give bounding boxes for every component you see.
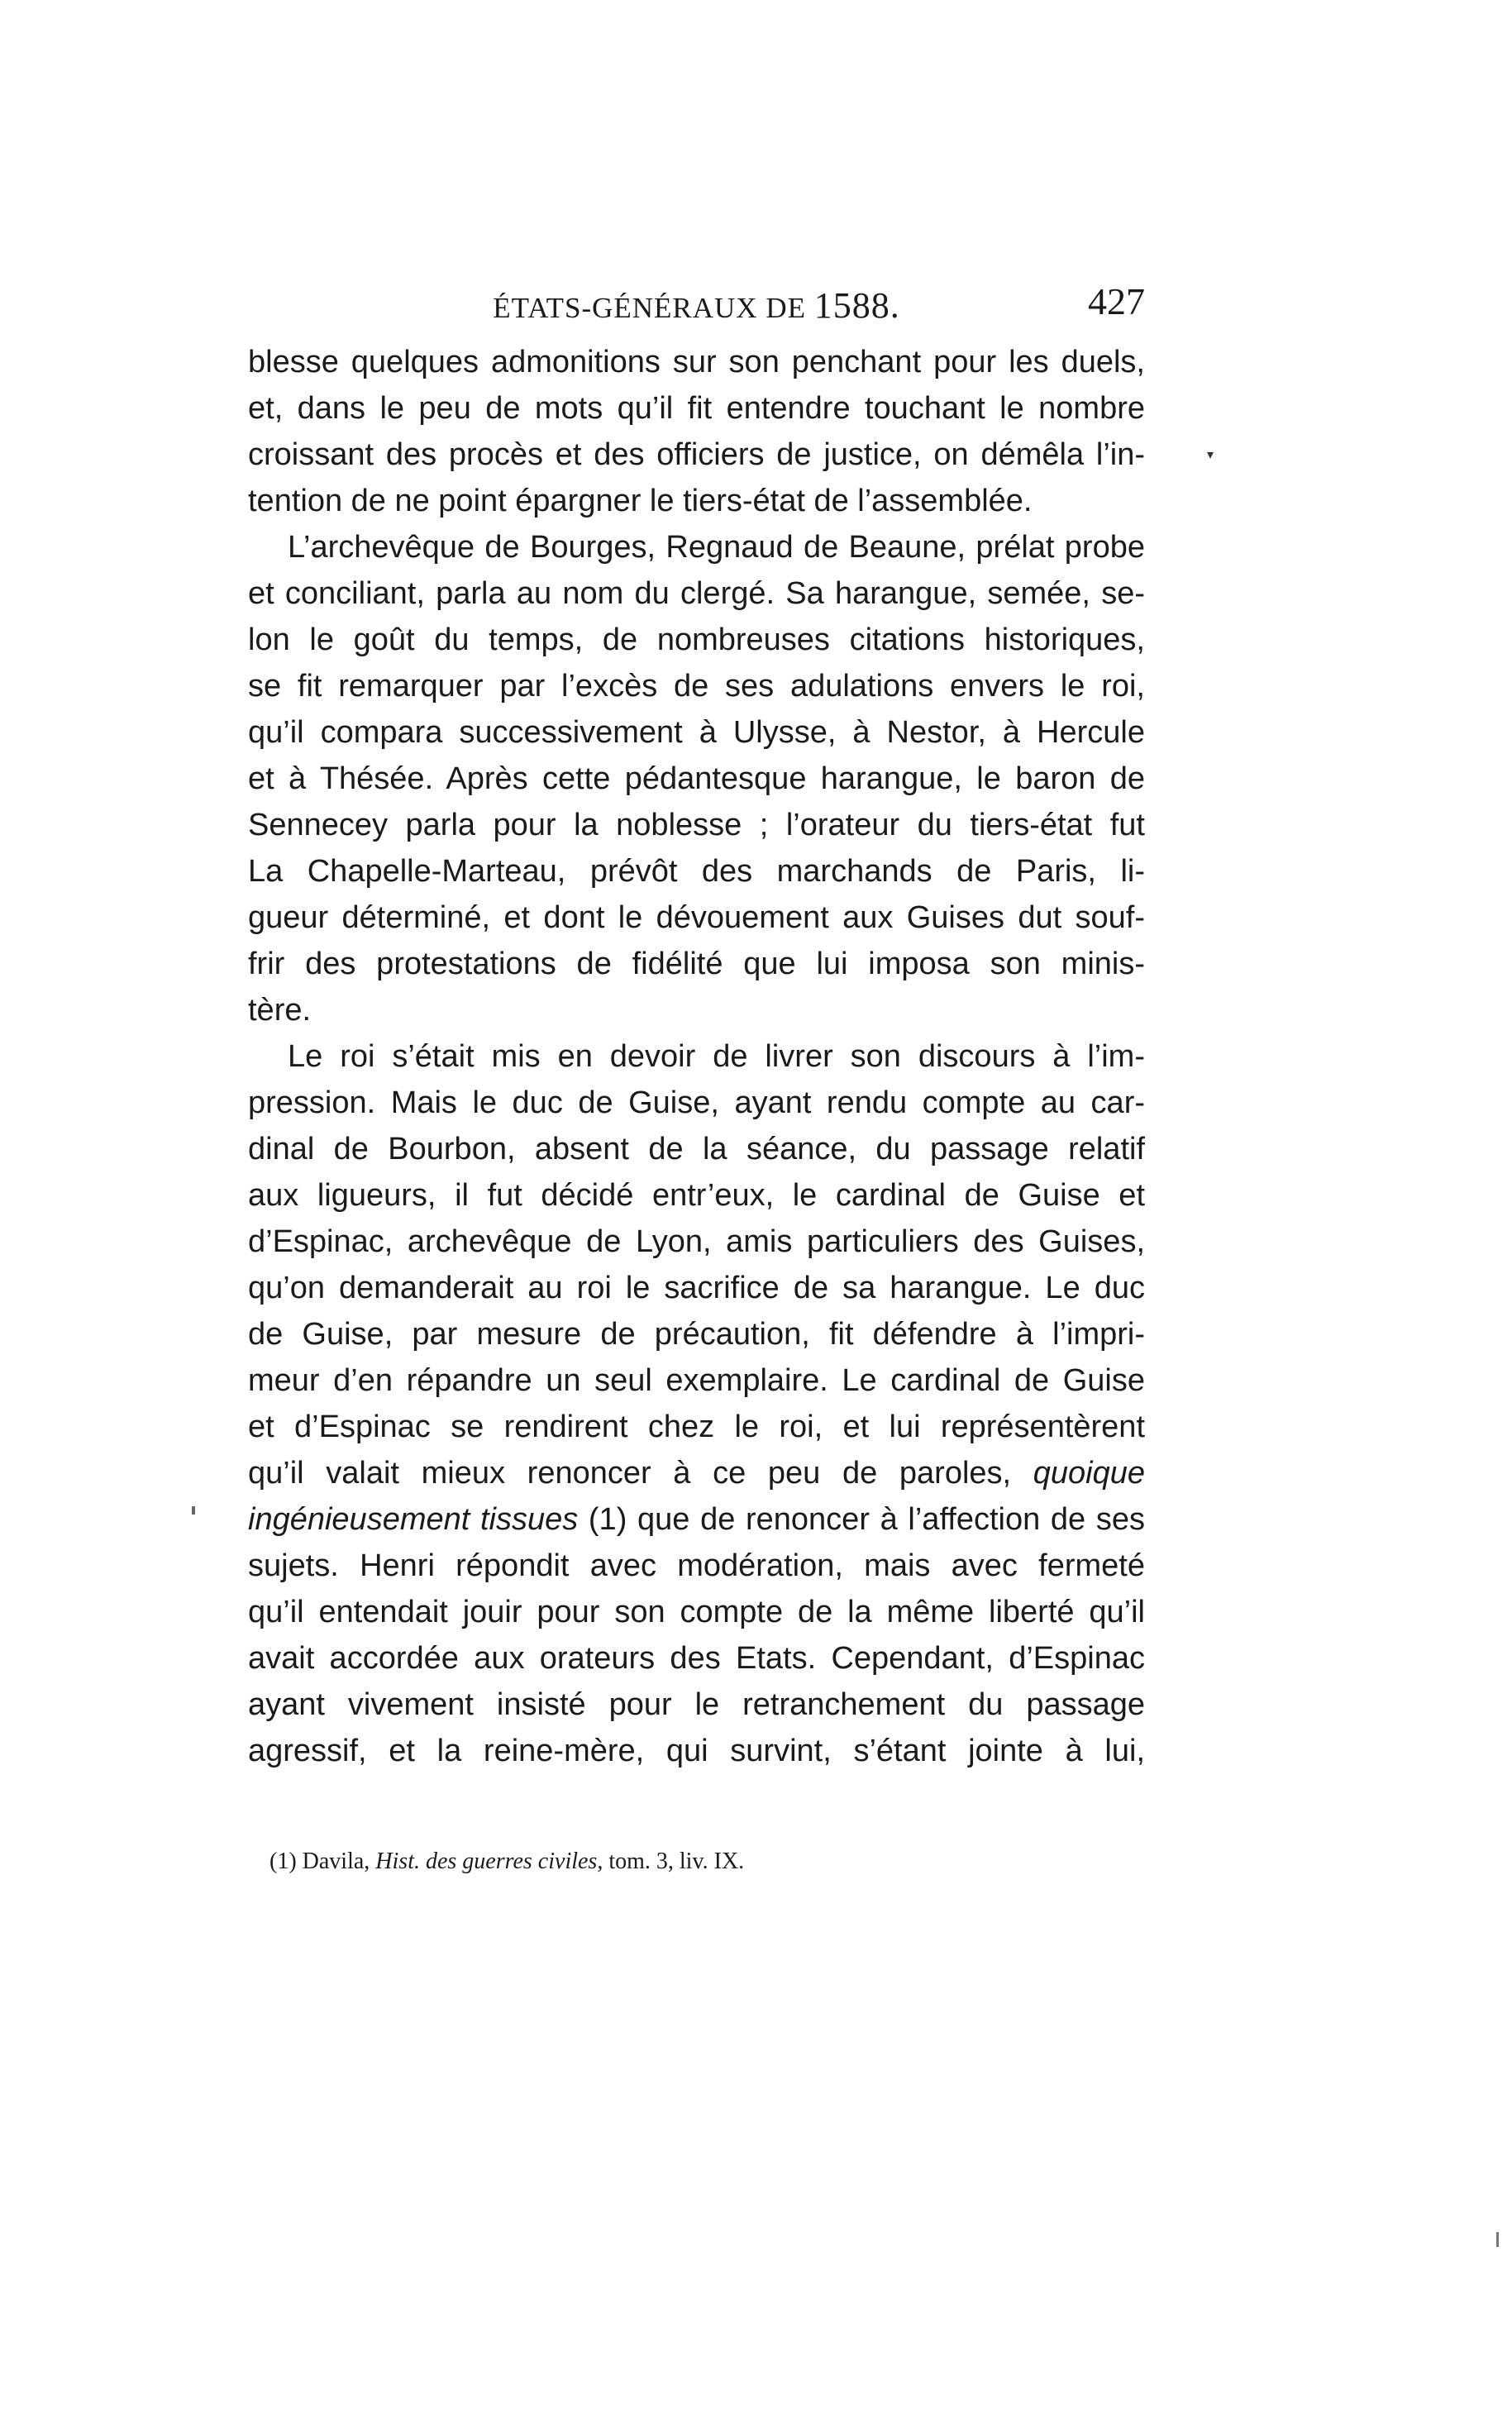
footnote-ref: tom. 3, liv. IX. <box>608 1849 745 1874</box>
text-line: se fit remarquer par l’excès de ses adulations envers le roi, <box>248 669 1145 704</box>
text-line <box>248 1450 1145 1496</box>
text-line: frir des protestations de fidélité que lui imposa son minis- <box>248 947 1145 981</box>
text-line: tention de ne point épargner le tiers-état de l’assemblée. <box>248 484 1033 518</box>
margin-arrow-mark: ▾ <box>1207 446 1214 462</box>
text-line: avait accordée aux orateurs des Etats. Cependant, d’Espinac <box>248 1641 1145 1676</box>
footnote-marker: (1) <box>269 1849 297 1874</box>
text-line: blesse quelques admonitions sur son penchant pour les duels, <box>248 345 1145 379</box>
page-edge-mark <box>1496 2232 1499 2247</box>
text-line: agressif, et la reine-mère, qui survint, s’étant jointe à lui, <box>248 1734 1145 1768</box>
text-line: Le roi s’était mis en devoir de livrer son discours à l’im- <box>288 1039 1145 1074</box>
text-line: et à Thésée. Après cette pédantesque harangue, le baron de <box>248 761 1145 796</box>
text-line: La Chapelle-Marteau, prévôt des marchands de Paris, li- <box>248 854 1145 889</box>
text-segment: qu’il valait mieux renoncer à ce peu de paroles, <box>248 1456 1012 1491</box>
text-line: aux ligueurs, il fut décidé entr’eux, le cardinal de Guise et <box>248 1178 1145 1213</box>
running-title-text: ÉTATS-GÉNÉRAUX DE <box>493 292 814 324</box>
running-title <box>248 284 1145 327</box>
text-line: lon le goût du temps, de nombreuses citations historiques, <box>248 623 1145 657</box>
text-line: de Guise, par mesure de précaution, fit défendre à l’impri- <box>248 1317 1145 1352</box>
text-line: ayant vivement insisté pour le retranchement du passage <box>248 1687 1145 1722</box>
text-line: et d’Espinac se rendirent chez le roi, et lui représentèrent <box>248 1410 1145 1444</box>
text-line: croissant des procès et des officiers de justice, on démêla l’in- <box>248 437 1145 472</box>
text-line: pression. Mais le duc de Guise, ayant rendu compte au car- <box>248 1085 1145 1120</box>
text-line: qu’on demanderait au roi le sacrifice de sa harangue. Le duc <box>248 1271 1145 1305</box>
text-line: Sennecey parla pour la noblesse ; l’orateur du tiers-état fut <box>248 808 1145 842</box>
text-line: et conciliant, parla au nom du clergé. Sa harangue, semée, se- <box>248 576 1145 611</box>
footnote-title: Hist. des guerres civiles, <box>375 1849 603 1874</box>
italic-quote: quoique <box>1033 1456 1145 1491</box>
text-line <box>248 1496 1145 1543</box>
running-head <box>248 279 1145 329</box>
text-line: qu’il entendait jouir pour son compte de la même liberté qu’il <box>248 1595 1145 1629</box>
running-title-year: 1588. <box>813 285 900 326</box>
text-line: tère. <box>248 993 312 1028</box>
text-line: dinal de Bourbon, absent de la séance, du passage relatif <box>248 1132 1145 1166</box>
footnote-author: Davila, <box>302 1849 370 1874</box>
footnote <box>269 1845 1096 1878</box>
page-number: 427 <box>1088 280 1145 322</box>
text-line: et, dans le peu de mots qu’il fit entendre touchant le nombre <box>248 391 1145 426</box>
italic-quote: ingénieusement tissues <box>248 1502 579 1537</box>
margin-dot-mark <box>192 1506 195 1515</box>
text-line: L’archevêque de Bourges, Regnaud de Beaune, prélat probe <box>288 530 1145 565</box>
text-line: sujets. Henri répondit avec modération, mais avec fermeté <box>248 1548 1145 1583</box>
body-text <box>248 339 1145 1774</box>
text-line: gueur déterminé, et dont le dévouement aux Guises dut souf- <box>248 900 1145 935</box>
text-line: meur d’en répandre un seul exemplaire. Le cardinal de Guise <box>248 1363 1145 1398</box>
text-line: d’Espinac, archevêque de Lyon, amis particuliers des Guises, <box>248 1224 1145 1259</box>
text-line: qu’il compara successivement à Ulysse, à Nestor, à Hercule <box>248 715 1145 750</box>
text-segment: (1) que de renoncer à l’affection de ses <box>588 1502 1145 1537</box>
